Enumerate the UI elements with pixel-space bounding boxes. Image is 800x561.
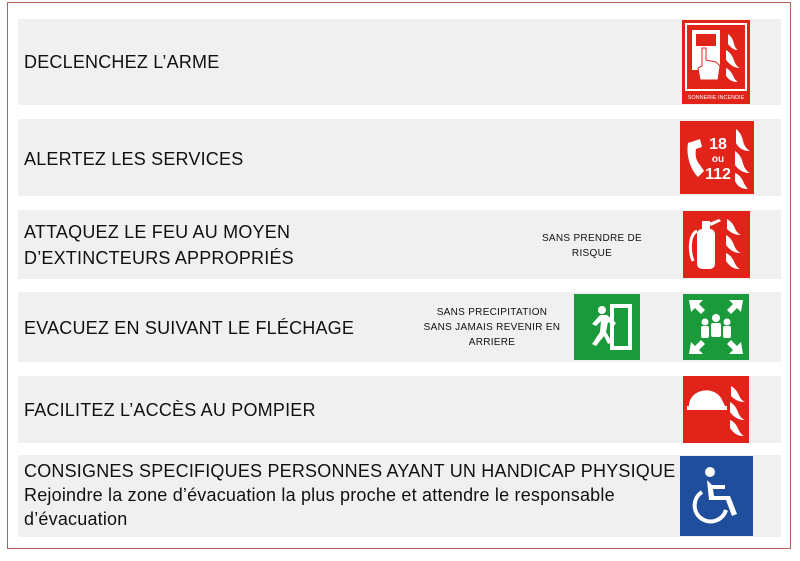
instruction-line: d’évacuation (24, 509, 128, 529)
instruction-row-extinguisher (18, 210, 781, 279)
note-line: SANS JAMAIS REVENIR EN (423, 322, 561, 333)
note-line: RISQUE (571, 248, 613, 259)
phone-number-ou: ou (711, 154, 725, 165)
emergency-phone-sign-icon (680, 121, 754, 194)
instruction-row-alert (18, 119, 781, 196)
instruction-line: D’EXTINCTEURS APPROPRIÉS (24, 248, 294, 268)
instruction-text (24, 315, 354, 341)
wheelchair-sign-icon (680, 456, 753, 536)
note-line: SANS PRENDRE DE (541, 233, 643, 244)
assembly-point-sign-icon (683, 294, 749, 360)
instruction-line: ATTAQUEZ LE FEU AU MOYEN (24, 222, 291, 242)
note-line: ARRIERE (468, 337, 516, 348)
instruction-text (24, 459, 675, 531)
emergency-exit-sign-icon (574, 294, 640, 360)
instruction-text (24, 146, 243, 172)
instruction-text (24, 49, 219, 75)
fire-alarm-sign-icon (682, 20, 750, 104)
sign-caption: SONNERIE INCENDIE (687, 95, 745, 101)
note-line: SANS PRECIPITATION (436, 307, 548, 318)
fire-extinguisher-sign-icon (683, 211, 750, 278)
instruction-row-firefighter-access (18, 376, 781, 443)
phone-number-18: 18 (709, 136, 727, 153)
phone-number-112: 112 (705, 166, 731, 183)
instruction-line: DECLENCHEZ L’ARME (24, 52, 220, 72)
instruction-text (24, 397, 316, 423)
instruction-row-disability (18, 455, 781, 537)
instruction-line: EVACUEZ EN SUIVANT LE FLÉCHAGE (24, 318, 355, 338)
instruction-line: Rejoindre la zone d’évacuation la plus proche et attendre le responsable (24, 485, 615, 505)
safety-note (422, 305, 562, 350)
instruction-line: FACILITEZ L’ACCÈS AU POMPIER (24, 400, 316, 420)
instruction-text (24, 219, 294, 271)
instruction-heading: CONSIGNES SPECIFIQUES PERSONNES AYANT UN HANDICAP PHYSIQUE (24, 461, 676, 481)
instruction-row-evacuate (18, 292, 781, 362)
instruction-row-alarm (18, 19, 781, 105)
firefighter-helmet-sign-icon (683, 376, 749, 443)
safety-note (532, 231, 652, 261)
instruction-line: ALERTEZ LES SERVICES (24, 149, 244, 169)
